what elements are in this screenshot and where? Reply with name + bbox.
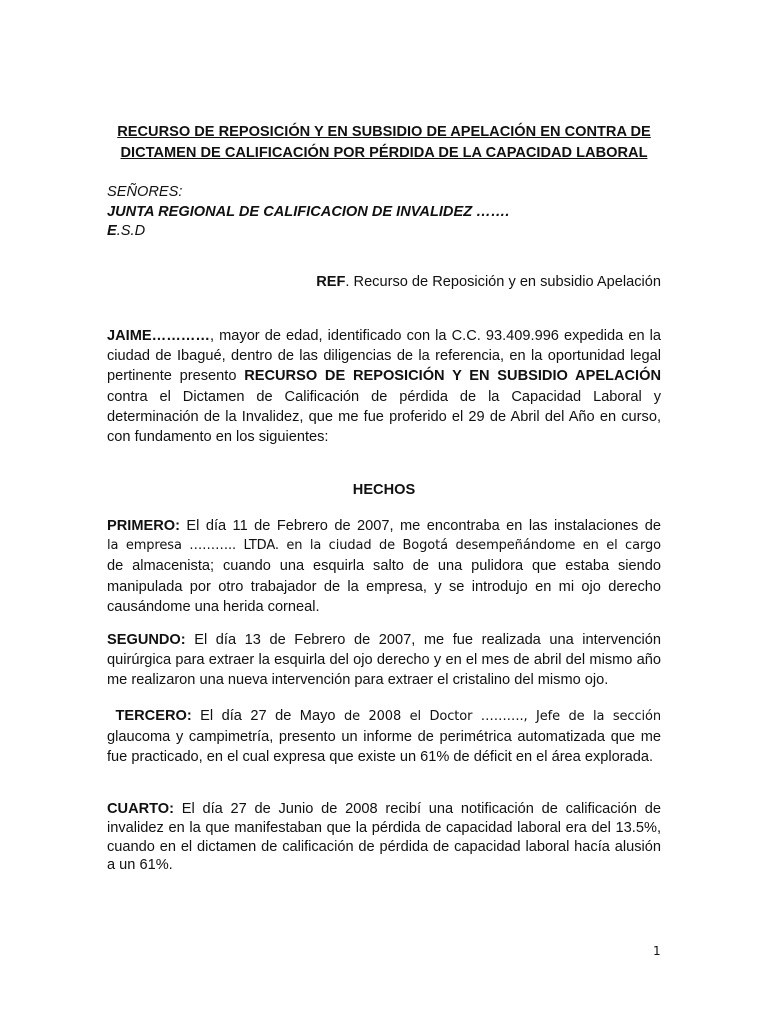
intro-bold: RECURSO DE REPOSICIÓN Y EN SUBSIDIO APELACIÓN <box>244 368 661 385</box>
fact-tercero-label: TERCERO: <box>115 708 192 724</box>
esd-line <box>107 222 145 241</box>
fact-cuarto-text: El día 27 de Junio de 2008 recibí una notificación de calificación de invalidez en la que manifestaban que la pérdida de capacidad laboral era del 13.5%, cuando en el dictamen de calificación de pérdida de capacidad laboral hacía alusión a un 61%. <box>107 801 661 874</box>
title-line-1: RECURSO DE REPOSICIÓN Y EN SUBSIDIO DE APELACIÓN EN CONTRA DE <box>117 124 651 140</box>
fact-tercero-text-1a: El día 27 de Mayo <box>191 708 336 724</box>
fact-primero-line-2: la empresa ……….. LTDA. en la ciudad de Bogotá desempeñándome en el cargo <box>107 538 661 554</box>
fact-primero-line-1 <box>107 516 661 536</box>
intro-text-1: , mayor de edad, identificado con la C.C. 93.409.996 expedida en la ciudad de Ibagué, dentro de las diligencias de la referencia, en la oportunidad legal pertinente presento <box>107 328 661 385</box>
fact-primero-label: PRIMERO: <box>107 518 180 534</box>
intro-text-2: contra el Dictamen de Calificación de pérdida de la Capacidad Laboral y determinación de la Invalidez, que me fue proferido el 29 de Abril del Año en curso, con fundamento en los siguientes: <box>107 388 661 446</box>
fact-primero-text-1: El día 11 de Febrero de 2007, me encontraba en las instalaciones de <box>179 518 661 534</box>
fact-tercero-rest: glaucoma y campimetría, presento un informe de perimétrica automatizada que me fue practicado, en el cual expresa que existe un 61% de déficit en el área explorada. <box>107 729 661 766</box>
document-page <box>107 0 661 1024</box>
reference-label: REF <box>316 274 346 290</box>
intro-name: JAIME………… <box>107 328 210 344</box>
document-title <box>107 122 661 164</box>
section-heading-hechos: HECHOS <box>352 482 416 498</box>
fact-segundo-label: SEGUNDO: <box>107 632 186 648</box>
title-line-2: DICTAMEN DE CALIFICACIÓN POR PÉRDIDA DE LA CAPACIDAD LABORAL <box>120 145 648 161</box>
esd-rest: .S.D <box>116 223 146 239</box>
page-number: 1 <box>653 944 661 958</box>
addressee-institution: JUNTA REGIONAL DE CALIFICACION DE INVALIDEZ ……. <box>107 204 510 220</box>
salutation: SEÑORES: <box>107 184 183 200</box>
reference-text: . Recurso de Reposición y en subsidio Apelación <box>345 274 661 290</box>
fact-tercero <box>107 706 661 768</box>
fact-primero-rest: de almacenista; cuando una esquirla salto de una pulidora que estaba siendo manipulada por otro trabajador de la empresa, y se introdujo en mi ojo derecho causándome una herida corneal. <box>107 558 661 615</box>
intro-paragraph <box>107 326 661 447</box>
esd-bold: E <box>107 223 117 239</box>
fact-segundo <box>107 630 661 691</box>
fact-primero <box>107 516 661 617</box>
fact-tercero-text-1b: de 2008 el Doctor ………., Jefe de la sección <box>335 709 661 724</box>
fact-cuarto <box>107 800 661 875</box>
fact-tercero-line-1 <box>107 706 661 727</box>
reference-line <box>316 273 661 292</box>
fact-cuarto-label: CUARTO: <box>107 801 175 817</box>
fact-segundo-text: El día 13 de Febrero de 2007, me fue realizada una intervención quirúrgica para extraer la esquirla del ojo derecho y en el mes de abril del mismo año me realizaron una nueva intervención para extraer el cristalino del mismo ojo. <box>107 632 661 689</box>
